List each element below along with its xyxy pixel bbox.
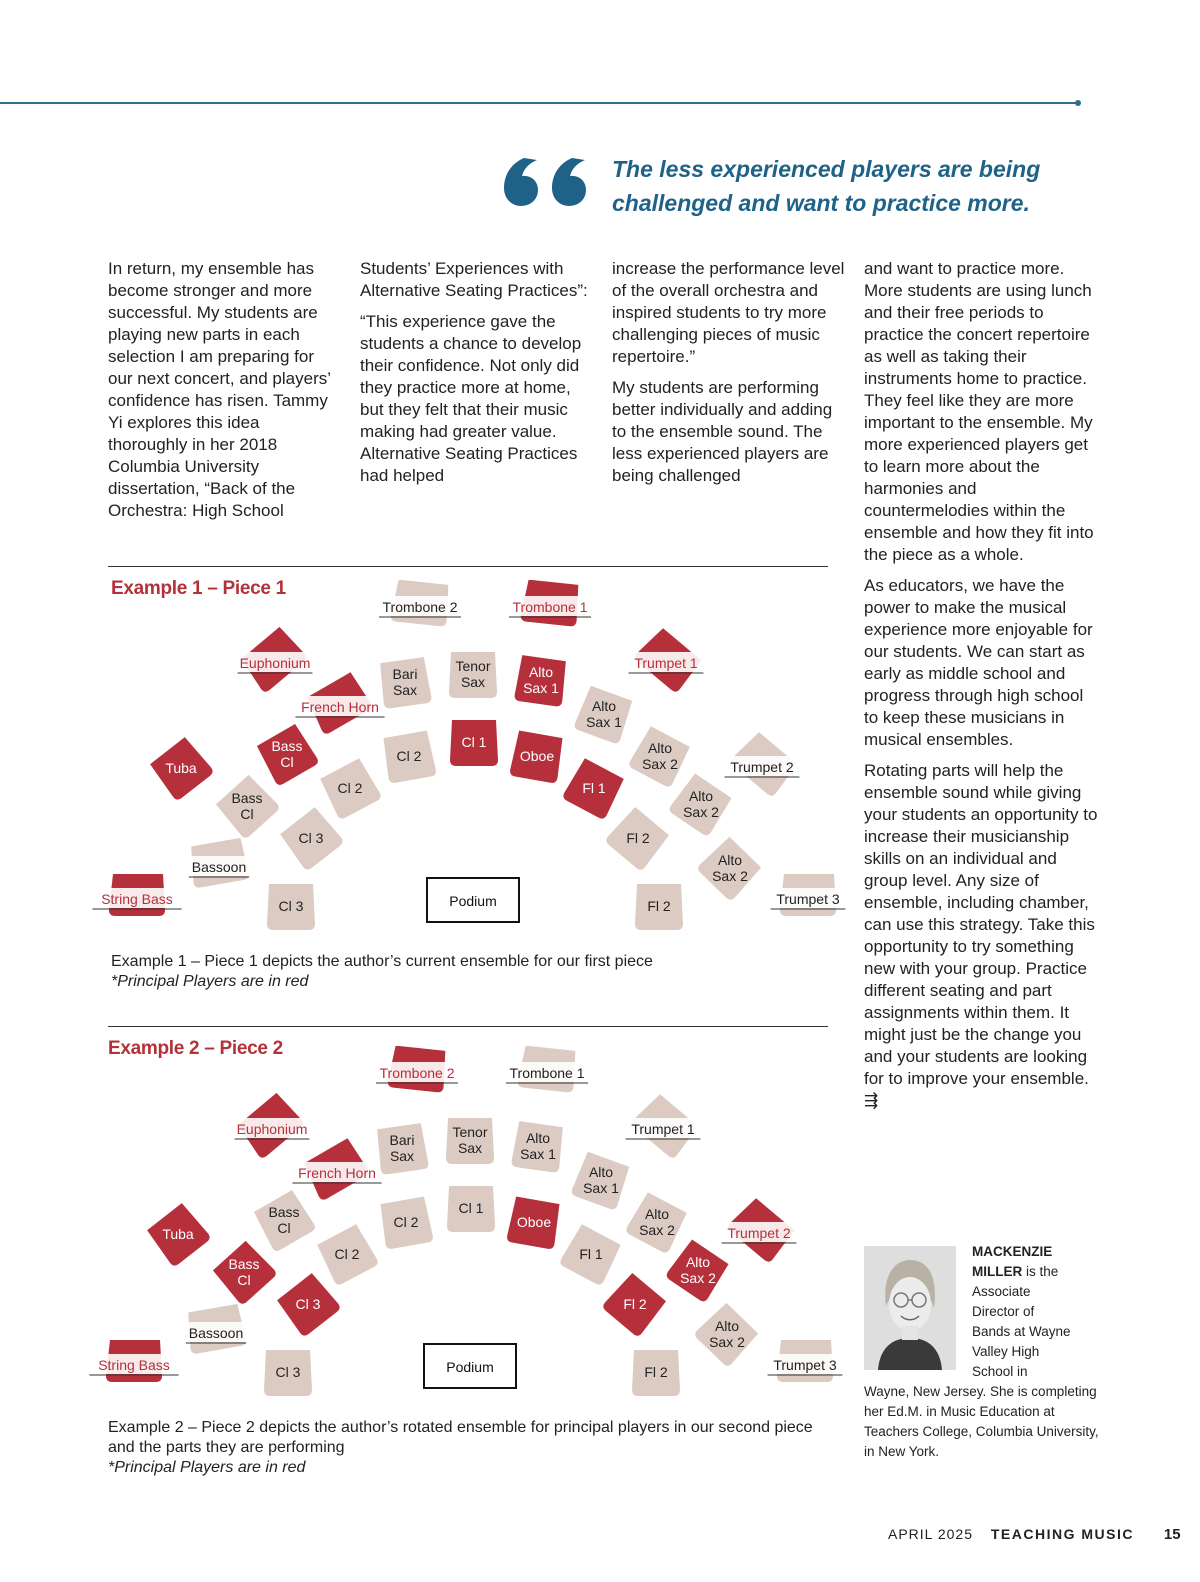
seat-french-horn <box>295 671 384 735</box>
seat-label: Bass Cl <box>271 738 303 770</box>
seat-label: Tenor Sax <box>452 1124 488 1156</box>
author-bio-rest: Wayne, New Jersey. She is completing her Ed.M. in Music Education at Teachers College, Columbia University, in New York. <box>864 1384 1099 1459</box>
author-bio-top <box>972 1242 1092 1382</box>
paragraph: In return, my ensemble has become stronger and more successful. My students are playing new parts in each selection I am preparing for our next concert, and players’ confidence has risen. Tammy Yi explores this idea thoroughly in her 2018 Columbia University dissertation, “Back of the Orchestra: High School <box>108 259 331 520</box>
seat-alto-sax1 <box>573 685 634 745</box>
seat-french-horn <box>292 1137 381 1201</box>
seat-label: Trumpet 1 <box>631 1121 695 1137</box>
author-name-first: MACKENZIE <box>972 1244 1053 1259</box>
caption-text: Example 2 – Piece 2 depicts the author’s rotated ensemble for principal players in our second piece and the parts they are performing <box>108 1419 813 1456</box>
seat-label: String Bass <box>98 1357 170 1373</box>
seat-label: Cl 3 <box>298 830 324 846</box>
seat-alto-sax2 <box>668 772 734 837</box>
seat-tenor-sax <box>449 652 497 698</box>
example-1-caption <box>111 952 831 992</box>
example-2-seating-diagram <box>87 1046 847 1396</box>
seat-label: Alto Sax 2 <box>680 1254 716 1286</box>
seat-label: Tenor Sax <box>455 658 491 690</box>
seat-label: Oboe <box>519 748 555 764</box>
seat-label: Fl 2 <box>644 1364 668 1380</box>
podium-label: Podium <box>449 893 497 909</box>
seat-bass-cl <box>252 1189 317 1253</box>
seat-cl1 <box>450 720 498 766</box>
bio-text: Director of <box>972 1304 1035 1319</box>
seat-cl3 <box>267 884 315 930</box>
seat-trumpet2 <box>725 730 800 798</box>
top-rule <box>0 102 1078 104</box>
seat-label: Alto Sax 2 <box>639 1206 675 1238</box>
paragraph: and want to practice more. More students are using lunch and their free periods to practice the concert repertoire as well as taking their instruments home to practice. They feel like they are more important to the ensemble. My more experienced players get to learn more about the harmonies and countermelodies within the ensemble and how they fit into the piece as a whole. <box>864 259 1094 564</box>
seat-label: Trombone 2 <box>379 1065 455 1081</box>
seat-label: Alto Sax 1 <box>583 1164 619 1196</box>
section-rule <box>108 1026 828 1027</box>
seat-cl3 <box>276 1272 342 1338</box>
seat-label: Trumpet 3 <box>773 1357 837 1373</box>
seat-label: Alto Sax 2 <box>642 740 678 772</box>
seat-label: Tuba <box>162 1226 194 1242</box>
seat-label: String Bass <box>101 891 173 907</box>
seat-trombone1 <box>509 580 591 627</box>
caption-text: Example 1 – Piece 1 depicts the author’s current ensemble for our first piece <box>111 953 653 970</box>
paragraph: increase the performance level of the overall orchestra and inspired students to try more challenging pieces of music repertoire.” <box>612 259 845 366</box>
seat-label: Bass Cl <box>231 790 263 822</box>
article-column-1 <box>108 258 340 531</box>
author-photo <box>864 1246 956 1370</box>
seat-tuba <box>149 736 215 802</box>
seat-bass-cl <box>211 1240 277 1306</box>
example-2-caption <box>108 1418 828 1478</box>
seat-label: Alto Sax 2 <box>712 852 748 884</box>
seat-cl3 <box>264 1350 312 1396</box>
seat-cl3 <box>279 806 345 872</box>
seat-fl1 <box>562 757 626 820</box>
seat-label: Bassoon <box>188 1325 244 1341</box>
paragraph: As educators, we have the power to make the musical experience more enjoyable for our students. We can start as early as middle school and progress through high school to keep these musicians in musical ensembles. <box>864 576 1093 749</box>
seat-bari-sax <box>375 1123 429 1175</box>
bio-text: is the <box>1022 1264 1059 1279</box>
seat-label: Alto Sax 2 <box>683 788 719 820</box>
seat-alto-sax2 <box>693 1302 759 1368</box>
seat-trumpet1 <box>626 1092 701 1160</box>
footer-issue-date: APRIL 2025 <box>888 1526 973 1542</box>
footer-magazine-name: TEACHING MUSIC <box>990 1526 1134 1542</box>
seat-label: Bass Cl <box>228 1256 260 1288</box>
pull-quote: The less experienced players are being challenged and want to practice more. <box>612 156 1041 216</box>
seat-label: Oboe <box>516 1214 552 1230</box>
seat-trombone1 <box>506 1046 588 1093</box>
example-1-seating-diagram <box>90 580 850 930</box>
seat-alto-sax1 <box>514 655 568 707</box>
seat-label: Alto Sax 1 <box>520 1130 556 1162</box>
seat-label: Fl 1 <box>579 1246 603 1262</box>
seat-label: Fl 1 <box>582 780 606 796</box>
seat-bass-cl <box>214 774 280 840</box>
seat-label: Alto Sax 1 <box>523 664 559 696</box>
seat-label: Trombone 1 <box>512 599 588 615</box>
seat-bassoon <box>187 838 249 889</box>
seat-trumpet3 <box>768 1340 843 1382</box>
seat-bari-sax <box>378 657 432 709</box>
bio-text: Associate <box>972 1284 1031 1299</box>
seat-label: Cl 2 <box>337 780 363 796</box>
paragraph: “This experience gave the students a chance to develop their confidence. Not only did they practice more at home, but they felt that their music making had greater value. Alternative Seating Practices had helped <box>360 312 582 485</box>
seat-fl2 <box>604 806 670 872</box>
seat-label: Cl 2 <box>334 1246 360 1262</box>
seat-cl2 <box>379 1196 434 1250</box>
seat-label: Bass Cl <box>268 1204 300 1236</box>
caption-note: *Principal Players are in red <box>108 1459 306 1476</box>
page-footer <box>888 1526 1181 1543</box>
seat-trombone2 <box>376 1046 458 1093</box>
seat-label: Fl 2 <box>647 898 671 914</box>
seat-trumpet2 <box>722 1196 797 1264</box>
bio-text: School in <box>972 1364 1028 1379</box>
seat-label: Alto Sax 2 <box>709 1318 745 1350</box>
seat-trombone2 <box>379 580 461 627</box>
podium-label: Podium <box>446 1359 494 1375</box>
seat-alto-sax2 <box>696 836 762 902</box>
seat-label: Tuba <box>165 760 197 776</box>
seat-fl2 <box>601 1272 667 1338</box>
author-portrait-icon <box>864 1246 956 1370</box>
seat-alto-sax2 <box>625 1191 689 1254</box>
footer-page-number: 15 <box>1163 1526 1181 1543</box>
seat-fl2 <box>635 884 683 930</box>
seat-label: Bari Sax <box>392 666 418 698</box>
seat-label: Bassoon <box>191 859 247 875</box>
seat-oboe <box>506 1196 561 1250</box>
paragraph: Students’ Experiences with Alternative Seating Practices”: <box>360 259 588 300</box>
seat-bass-cl <box>255 723 320 787</box>
article-column-3 <box>612 258 848 496</box>
seat-alto-sax2 <box>628 725 692 788</box>
seat-label: Fl 2 <box>623 1296 647 1312</box>
author-name-last: MILLER <box>972 1264 1023 1279</box>
seat-label: Trombone 2 <box>382 599 458 615</box>
seat-cl1 <box>447 1186 495 1232</box>
seat-fl1 <box>559 1223 623 1286</box>
seat-label: Cl 3 <box>275 1364 301 1380</box>
seat-label: Trombone 1 <box>509 1065 585 1081</box>
top-rule-dot <box>1075 100 1081 106</box>
seat-label: Trumpet 2 <box>727 1225 791 1241</box>
seat-tenor-sax <box>446 1118 494 1164</box>
seat-label: Cl 3 <box>278 898 304 914</box>
seat-label: Cl 1 <box>461 734 487 750</box>
article-column-2 <box>360 258 596 496</box>
seat-euphonium <box>235 1092 310 1160</box>
seat-trumpet1 <box>629 626 704 694</box>
podium <box>424 1344 516 1388</box>
seat-trumpet3 <box>771 874 846 916</box>
podium <box>427 878 519 922</box>
seat-label: Euphonium <box>239 655 311 671</box>
seat-tuba <box>146 1202 212 1268</box>
seat-label: Cl 1 <box>458 1200 484 1216</box>
seat-label: French Horn <box>298 1165 376 1181</box>
section-rule <box>108 566 828 567</box>
example-2-title: Example 2 – Piece 2 <box>108 1038 283 1059</box>
seat-label: Bari Sax <box>389 1132 415 1164</box>
seat-label: Euphonium <box>236 1121 308 1137</box>
article-column-4 <box>864 258 1100 1121</box>
seat-label: Alto Sax 1 <box>586 698 622 730</box>
seat-euphonium <box>238 626 313 694</box>
example-1-title: Example 1 – Piece 1 <box>111 578 286 599</box>
seat-bassoon <box>184 1304 246 1355</box>
bio-text: Bands at Wayne <box>972 1324 1071 1339</box>
seat-label: Cl 2 <box>393 1214 419 1230</box>
seat-label: Cl 2 <box>396 748 422 764</box>
quote-mark-icon <box>500 150 588 210</box>
seat-label: Trumpet 2 <box>730 759 794 775</box>
seat-string-bass <box>92 874 181 916</box>
seat-alto-sax1 <box>511 1121 565 1173</box>
seat-string-bass <box>89 1340 178 1382</box>
seat-label: Trumpet 1 <box>634 655 698 671</box>
paragraph: My students are performing better individually and adding to the ensemble sound. The less experienced players are being challenged <box>612 378 833 485</box>
seat-label: Trumpet 3 <box>776 891 840 907</box>
seat-cl2 <box>315 1223 379 1286</box>
seat-fl2 <box>632 1350 680 1396</box>
caption-note: *Principal Players are in red <box>111 973 309 990</box>
seat-cl2 <box>382 730 437 784</box>
seat-label: Cl 3 <box>295 1296 321 1312</box>
seat-alto-sax2 <box>665 1238 731 1303</box>
seat-oboe <box>509 730 564 784</box>
paragraph: Rotating parts will help the ensemble sound while giving your students an opportunity to increase their musicianship skills on an individual and group level. Any size of ensemble, including chamber, can use this strategy. Take this opportunity to try something new with your group. Practice different seating and part assignments within them. It might just be the change you and your students are looking for to improve your ensemble. ⇶ <box>864 761 1098 1110</box>
seat-label: French Horn <box>301 699 379 715</box>
seat-label: Fl 2 <box>626 830 650 846</box>
seat-alto-sax1 <box>570 1151 631 1211</box>
seat-cl2 <box>318 757 382 820</box>
bio-text: Valley High <box>972 1344 1040 1359</box>
